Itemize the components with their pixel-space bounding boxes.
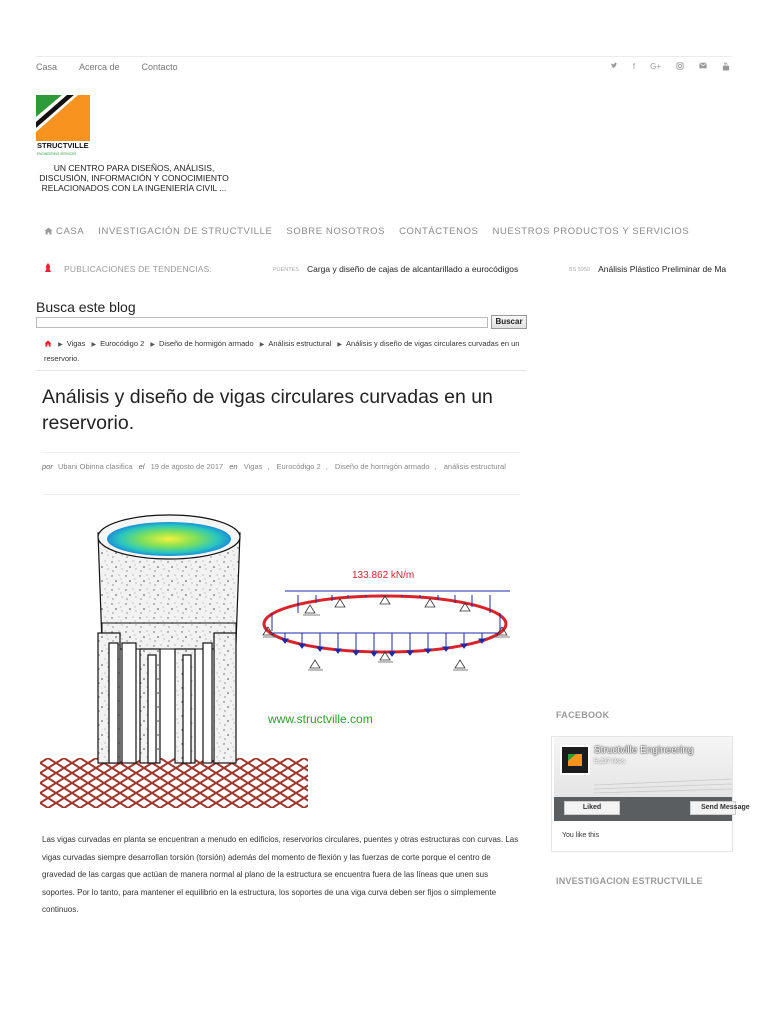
meta-author[interactable]: Ubani Obinna clasifica	[57, 462, 133, 471]
article-title: Análisis y diseño de vigas circulares curvadas en un reservorio.	[42, 386, 493, 434]
twitter-icon[interactable]	[610, 62, 618, 73]
topnav-contact-link[interactable]: Contacto	[141, 62, 178, 72]
facebook-send-message-button[interactable]: Send Message	[690, 801, 736, 815]
ground-hatch	[40, 758, 308, 808]
home-icon	[44, 227, 53, 235]
article-figure	[40, 503, 520, 813]
nav-item-casa[interactable]	[44, 226, 84, 237]
nav-item-investigacion[interactable]: INVESTIGACIÓN DE STRUCTVILLE	[98, 226, 273, 237]
trending-item-title[interactable]: Análisis Plástico Preliminar de Ma	[598, 264, 727, 274]
trending-ticker	[44, 264, 734, 276]
nav-casa-label: CASA	[56, 226, 85, 237]
breadcrumb-current: Análisis y diseño de vigas circulares curvadas en un reservorio.	[44, 339, 520, 363]
facebook-icon[interactable]: f	[632, 62, 636, 71]
facebook-like-count: 5,237 likes	[594, 758, 626, 765]
trending-item-category: BS 5950	[569, 267, 591, 273]
figure-watermark: www.structville.com	[268, 712, 373, 726]
breadcrumb-item[interactable]: Análisis estructural	[268, 339, 332, 348]
nav-item-productos[interactable]: NUESTROS PRODUCTOS Y SERVICIOS	[492, 226, 690, 237]
trending-item[interactable]	[569, 264, 726, 274]
nav-item-contactenos[interactable]: CONTÁCTENOS	[399, 226, 479, 237]
top-divider	[36, 56, 732, 57]
facebook-page-name[interactable]: Structville Engineering	[594, 745, 694, 756]
sidebar-investigacion-heading: INVESTIGACION ESTRUCTVILLE	[556, 876, 703, 886]
article-body: Las vigas curvadas en planta se encuentran a menudo en edificios, reservorios circulares, puentes y otras estructuras con curvas. Las vigas curvadas siempre desarrollan torsión (torsión) además del momento de flexión y las fuerzas de corte porque el centro de gravedad de las cargas que actúan de manera normal al plano de la estructura se encuentra fuera de las líneas que unen sus soportes. Por lo tanto, para mantener el equilibrio en la estructura, los soportes de una viga curva deben ser fijos o simplemente continuos.	[42, 835, 519, 914]
sidebar-facebook-heading: FACEBOOK	[556, 710, 610, 720]
trending-item-title[interactable]: Carga y diseño de cajas de alcantarillado a eurocódigos	[306, 264, 519, 274]
trending-label: PUBLICACIONES DE TENDENCIAS:	[64, 264, 213, 274]
top-nav	[36, 62, 178, 72]
meta-category[interactable]: Diseño de hormigón armado	[334, 462, 430, 471]
divider	[42, 452, 520, 453]
ring-beam-diagram	[263, 570, 510, 726]
home-icon[interactable]	[44, 339, 54, 348]
facebook-cover[interactable]	[554, 737, 750, 821]
chevron-right-icon: ▶	[58, 342, 63, 348]
site-tagline: UN CENTRO PARA DISEÑOS, ANÁLISIS, DISCUSIÓN, INFORMACIÓN Y CONOCIMIENTO RELACIONADOS CON LA INGENIERÍA CIVIL ...	[39, 163, 229, 193]
search-title: Busca este blog	[36, 299, 136, 315]
chevron-right-icon: ▶	[259, 342, 265, 348]
google-plus-icon[interactable]: G+	[650, 62, 661, 71]
load-label: 133.862 kN/m	[352, 570, 415, 581]
logo-wordmark: STRUCTVILLE	[37, 141, 89, 150]
logo-subtitle: ENGINEERING SERVICES	[37, 152, 77, 156]
trending-item-category: PUENTES	[273, 267, 299, 273]
instagram-icon[interactable]	[676, 62, 684, 73]
divider	[36, 370, 526, 371]
topnav-about-link[interactable]: Acerca de	[79, 62, 120, 72]
main-nav	[44, 226, 689, 237]
chevron-right-icon: ▶	[150, 342, 155, 348]
meta-category[interactable]: Vigas	[243, 462, 263, 471]
social-links	[610, 62, 730, 73]
post-meta: por Ubani Obinna clasifica el 19 de agosto de 2017 en Vigas , Eurocódigo 2 , Diseño de hormigón armado , análisis estructural	[42, 462, 506, 471]
facebook-you-like: You like this	[562, 832, 600, 839]
search-input[interactable]	[36, 317, 488, 328]
meta-category[interactable]: análisis estructural	[443, 462, 506, 471]
facebook-liked-button[interactable]: Liked	[564, 801, 620, 815]
chevron-right-icon: ▶	[91, 342, 97, 348]
meta-category[interactable]: Eurocódigo 2	[276, 462, 321, 471]
trending-item[interactable]	[273, 264, 518, 274]
search-button[interactable]: Buscar	[491, 315, 527, 329]
youtube-icon[interactable]	[722, 62, 730, 73]
meta-by: por	[42, 462, 53, 471]
meta-on: el	[138, 462, 145, 471]
topnav-home-link[interactable]: Casa	[36, 62, 58, 72]
facebook-page-widget	[551, 736, 750, 852]
structville-logo[interactable]	[36, 95, 90, 157]
meta-in: en	[229, 462, 238, 471]
divider	[42, 494, 520, 495]
nav-item-sobre-nosotros[interactable]: SOBRE NOSOTROS	[286, 226, 386, 237]
mail-icon[interactable]	[699, 62, 707, 73]
trending-icon	[44, 263, 52, 275]
breadcrumb-item[interactable]: Eurocódigo 2	[100, 339, 145, 348]
facebook-page-avatar[interactable]	[560, 745, 590, 775]
chevron-right-icon: ▶	[337, 342, 343, 348]
breadcrumb-item[interactable]: Vigas	[66, 339, 86, 348]
breadcrumb	[44, 337, 522, 365]
breadcrumb-item[interactable]: Diseño de hormigón armado	[159, 339, 254, 348]
meta-date[interactable]: 19 de agosto de 2017	[150, 462, 224, 471]
